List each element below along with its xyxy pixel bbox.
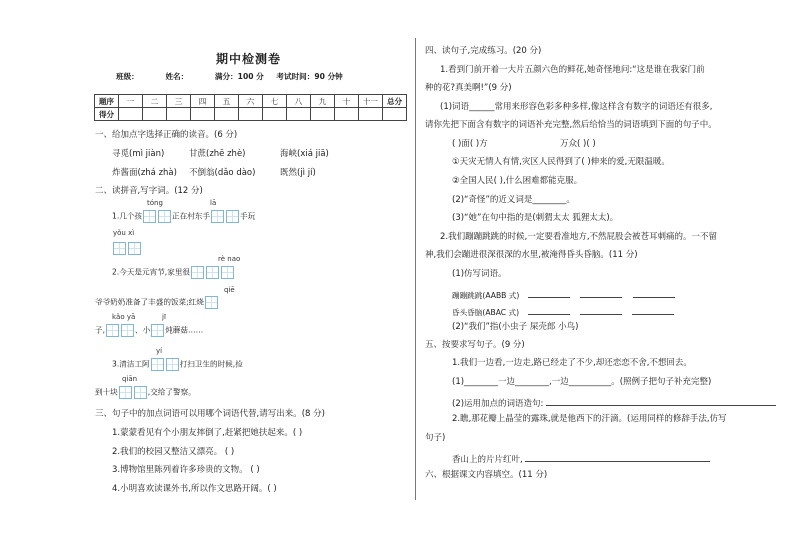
q4-passage: 神,我们会蹦进很深很深的水里,被淹得昏头昏脑。(11 分) — [425, 250, 638, 260]
q4-passage: 种的花?真美啊!”(9 分) — [425, 83, 512, 93]
score-col-header: 三 — [167, 95, 191, 108]
full-score-label: 满分：100 分 — [214, 72, 264, 81]
q4-sub: (1)词语______常用来形容色彩多种多样,像这样含有数字的词语还有很多, — [440, 102, 713, 112]
q4-passage: 1.看到门前开着一大片五颜六色的鲜花,她奇怪地问:“这是谁在我家门前 — [440, 65, 705, 75]
q5-sub-label: (2)运用加点的词语造句: — [452, 399, 544, 409]
q5-passage: 1.我们一边看,一边走,路已经走了不少,却还恋恋不舍,不想回去。 — [452, 358, 692, 368]
q2-text: 正在村东手 — [172, 211, 210, 221]
char-box[interactable] — [206, 266, 219, 279]
class-label: 班级： — [116, 72, 139, 81]
char-box[interactable] — [211, 210, 224, 223]
char-box[interactable] — [205, 296, 218, 309]
score-cell[interactable] — [359, 108, 383, 121]
score-cell[interactable] — [311, 108, 335, 121]
pinyin-hint: rè nao — [218, 255, 241, 263]
q1-title: 一、给加点字选择正确的读音。(6 分) — [95, 130, 238, 140]
pinyin-hint: qiē — [224, 286, 235, 294]
q3-item[interactable]: 3.博物馆里陈列着许多珍贵的文物。 ( ) — [112, 465, 260, 475]
q2-sentence-2b — [95, 296, 219, 309]
q1-option[interactable]: 既然(jì jí) — [280, 168, 316, 178]
char-box[interactable] — [226, 210, 239, 223]
score-table — [94, 94, 407, 121]
q1-option[interactable]: 海峡(xiá jiā) — [280, 149, 329, 159]
score-col-header: 题序 — [95, 95, 119, 108]
q2-text: 爷爷奶奶准备了丰盛的饭菜;红烧 — [95, 297, 204, 307]
q4-sub: (1)仿写词语。 — [452, 269, 507, 279]
char-box[interactable] — [106, 324, 119, 337]
score-col-header: 二 — [143, 95, 167, 108]
q4-fill-blank[interactable]: 万众( )( ) — [560, 139, 596, 149]
q2-text: 1.几个孩 — [112, 211, 143, 221]
pinyin-hint: yí — [156, 347, 163, 355]
score-col-header: 十一 — [359, 95, 383, 108]
q2-title: 二、读拼音,写字词。(12 分) — [95, 186, 203, 196]
column-divider — [415, 38, 416, 500]
char-box[interactable] — [121, 324, 134, 337]
exam-time-label: 考试时间：90 分钟 — [276, 72, 343, 81]
page-title: 期中检测卷 — [216, 52, 282, 66]
abac-row — [452, 305, 674, 318]
score-col-header: 七 — [263, 95, 287, 108]
q4-passage: 2.我们蹦蹦跳跳的时候,一定要看准地方,不然屁股会被苍耳刺痛的。一不留 — [440, 232, 718, 242]
score-col-header: 六 — [239, 95, 263, 108]
pinyin-hint: qiān — [122, 375, 138, 383]
char-box[interactable] — [128, 242, 141, 255]
q3-title: 三、句子中的加点词语可以用哪个词语代替,请写出来。(8 分) — [95, 409, 325, 419]
pinyin-hint: jī — [162, 313, 166, 321]
score-cell[interactable] — [239, 108, 263, 121]
q2-sentence-3 — [112, 358, 243, 371]
pinyin-hint: yǒu xì — [113, 229, 135, 237]
q2-text: 2.今天是元宵节,家里很 — [112, 267, 191, 277]
char-box[interactable] — [151, 358, 164, 371]
score-col-header: 十 — [335, 95, 359, 108]
char-box[interactable] — [134, 386, 147, 399]
name-label: 姓名： — [165, 72, 189, 81]
answer-box-group — [112, 238, 142, 257]
char-box[interactable] — [191, 266, 204, 279]
q4-title: 四、读句子,完成练习。(20 分) — [425, 46, 542, 56]
q1-option[interactable]: 甘蔗(zhē zhè) — [189, 149, 246, 159]
score-col-header: 五 — [215, 95, 239, 108]
score-cell[interactable] — [383, 108, 407, 121]
q1-option[interactable]: 炸酱面(zhá zhà) — [112, 168, 177, 178]
q5-prompt: 香山上的片片红叶, — [452, 455, 523, 465]
exam-info-line — [116, 72, 353, 82]
q1-option[interactable]: 不倒翁(dǎo dào) — [189, 168, 256, 178]
score-cell[interactable] — [167, 108, 191, 121]
q5-passage: 句子) — [425, 433, 446, 443]
q2-text: 打扫卫生的时候,捡 — [179, 359, 243, 369]
score-table-score-row — [95, 108, 407, 121]
q4-sub[interactable]: (2)“我们”指(小虫子 屎壳郎 小鸟) — [452, 322, 579, 332]
pinyin-hint: lā — [210, 199, 217, 207]
q2-text: 3.清洁工阿 — [112, 359, 150, 369]
char-box[interactable] — [166, 358, 179, 371]
score-cell[interactable] — [287, 108, 311, 121]
score-col-header: 一 — [119, 95, 143, 108]
q2-sentence-2 — [112, 266, 235, 279]
q2-text: 、小 — [135, 325, 151, 335]
q4-sentence[interactable]: ②全国人民( ),什么困难都能克服。 — [452, 176, 583, 186]
q6-title: 六、根据课文内容填空。(11 分) — [425, 470, 548, 480]
char-box[interactable] — [221, 266, 234, 279]
pinyin-hint: kǎo yā — [112, 313, 136, 321]
score-col-header: 四 — [191, 95, 215, 108]
char-box[interactable] — [158, 210, 171, 223]
q2-text: 炖蘑菇…… — [165, 325, 204, 335]
score-col-header: 八 — [287, 95, 311, 108]
answer-line[interactable] — [632, 305, 674, 315]
answer-line[interactable] — [528, 288, 570, 298]
char-box[interactable] — [151, 324, 164, 337]
q4-sub[interactable]: (3)“她”在句中指的是(刺猬太太 狐狸太太)。 — [452, 213, 619, 223]
q1-option[interactable]: 寻觅(mì jiàn) — [112, 149, 165, 159]
answer-line[interactable] — [580, 288, 622, 298]
score-cell[interactable] — [191, 108, 215, 121]
answer-line[interactable] — [580, 305, 622, 315]
q2-sentence-1 — [112, 210, 255, 223]
aabb-label: 蹦蹦跳跳(AABB 式) — [452, 291, 520, 300]
q2-text: ,交给了警察。 — [147, 387, 196, 397]
score-table-header-row — [95, 95, 407, 108]
answer-line[interactable] — [546, 396, 776, 406]
q3-item[interactable]: 2.我们的校园又整洁又漂亮。 ( ) — [112, 447, 235, 457]
answer-line[interactable] — [525, 452, 710, 462]
q2-sentence-3b — [95, 386, 196, 399]
abac-label: 昏头昏脑(ABAC 式) — [452, 308, 520, 317]
q2-sentence-2c — [95, 324, 203, 337]
q5-sub-2 — [452, 396, 776, 410]
score-cell[interactable] — [143, 108, 167, 121]
score-cell[interactable] — [263, 108, 287, 121]
q5-passage: 2.瞧,那花瓣上晶莹的露珠,就是他西下的汗滴。(运用同样的修辞手法,仿写 — [452, 414, 727, 424]
answer-line[interactable] — [633, 288, 675, 298]
q2-text: 到十块 — [95, 387, 118, 397]
q5-sub[interactable]: (1)________一边________,一边__________。(照例子把句子补充完整) — [452, 377, 712, 387]
q4-sub: 请你先把下面含有数字的词语补充完整,然后给恰当的词语填到下面的句子中。 — [425, 120, 717, 130]
score-col-header: 九 — [311, 95, 335, 108]
aabb-row — [452, 288, 675, 301]
score-cell[interactable] — [215, 108, 239, 121]
score-cell[interactable] — [119, 108, 143, 121]
q2-text: 子, — [95, 325, 106, 335]
q4-sentence[interactable]: ①天灾无情人有情,灾区人民得到了( )伸来的爱,无限温暖。 — [452, 157, 670, 167]
q3-item[interactable]: 4.小明喜欢读课外书,所以作文思路开阔。( ) — [112, 484, 277, 494]
char-box[interactable] — [119, 386, 132, 399]
q4-fill-blank[interactable]: ( )面( )方 — [452, 139, 488, 149]
score-row-label: 得分 — [95, 108, 119, 121]
char-box[interactable] — [113, 242, 126, 255]
q5-title: 五、按要求写句子。(9 分) — [425, 340, 525, 350]
char-box[interactable] — [143, 210, 156, 223]
answer-line[interactable] — [528, 305, 570, 315]
q2-text: 手玩 — [240, 211, 256, 221]
q3-item[interactable]: 1.蒙蒙看见有个小朋友摔倒了,赶紧把她扶起来。( ) — [112, 428, 303, 438]
q4-sub[interactable]: (2)“奇怪”的近义词是________。 — [452, 195, 575, 205]
score-col-header: 总分 — [383, 95, 407, 108]
q5-sub-3 — [452, 452, 710, 466]
pinyin-hint: tóng — [147, 199, 163, 207]
score-cell[interactable] — [335, 108, 359, 121]
